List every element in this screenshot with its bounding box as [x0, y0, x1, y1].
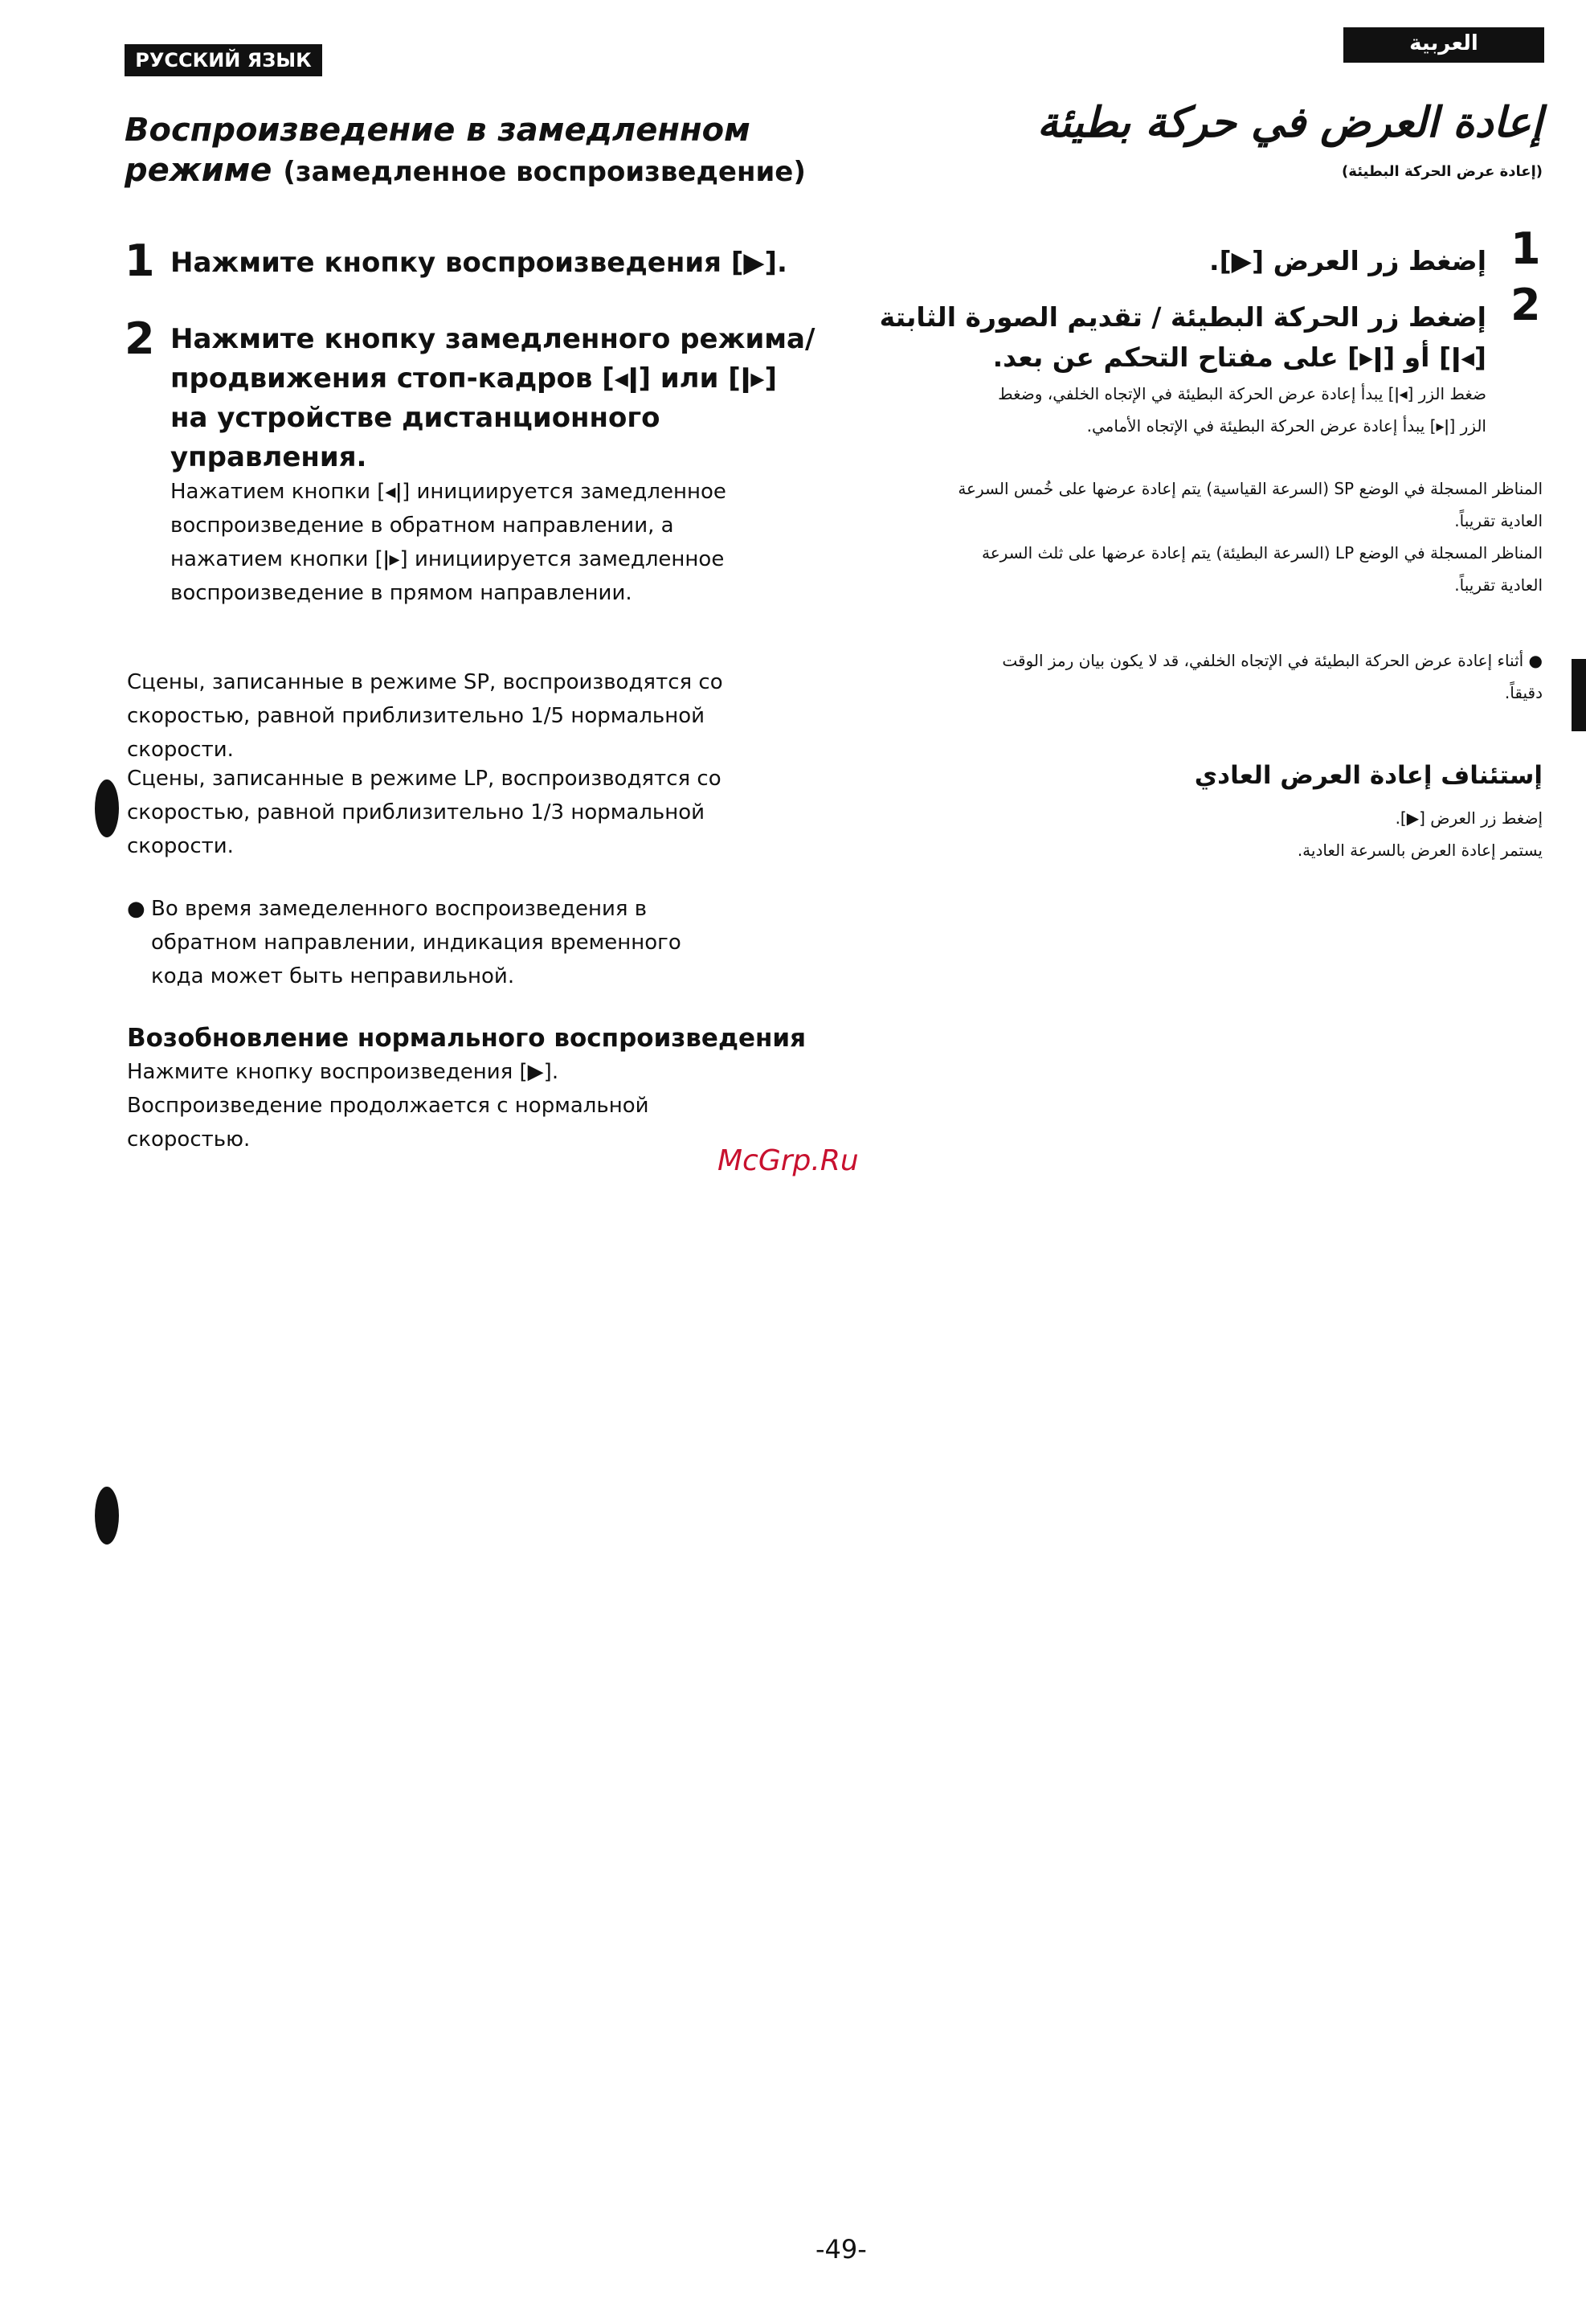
ru-step2-number: 2: [125, 313, 155, 364]
page-edge-tab: [1572, 659, 1586, 731]
ru-resume-line: Воспроизведение продолжается с нормальной: [127, 1094, 649, 1118]
ar-bullet-line: ● أثناء إعادة عرض الحركة البطيئة في الإتجاه الخلفي، قد لا يكون بيان رمز الوقت: [1002, 651, 1543, 670]
ar-note-line: الزر [ǀ▸] يبدأ إعادة عرض الحركة البطيئة في الإتجاه الأمامي.: [1086, 416, 1486, 436]
ru-resume-line: скоростью.: [127, 1127, 251, 1152]
ru-step2-text: [170, 320, 829, 477]
ru-step2-line: продвижения стоп-кадров [◂ǀ] или [ǀ▸]: [170, 362, 778, 395]
ru-note-line: воспроизведение в обратном направлении, а: [170, 513, 674, 538]
ru-sp-paragraph: [127, 665, 818, 767]
ru-note-line: воспроизведение в прямом направлении.: [170, 581, 632, 605]
ru-resume-heading: Возобновление нормального воспроизведения: [127, 1024, 807, 1053]
ar-lp-paragraph: [803, 537, 1543, 601]
ru-lp-paragraph: [127, 762, 818, 863]
ru-bullet-line: кода может быть неправильной.: [151, 964, 515, 988]
bullet-icon: ●: [127, 897, 145, 921]
russian-language-label: РУССКИЙ ЯЗЫК: [125, 44, 322, 76]
ar-step1-number: 1: [1510, 223, 1541, 274]
ar-step1-text: إضغط زر العرض [▶].: [1209, 245, 1486, 276]
ar-sp-line: المناظر المسجلة في الوضع SP (السرعة القياسية) يتم إعادة عرضها على خُمس السرعة: [958, 479, 1543, 498]
ar-step2-text: [803, 297, 1486, 378]
scan-blot: [95, 1487, 119, 1545]
ru-bullet-line: Во время замеделенного воспроизведения в: [151, 897, 648, 921]
ru-title-line2: [125, 150, 807, 192]
ru-note-line: нажатием кнопки [ǀ▸] инициируется замедленное: [170, 547, 725, 571]
ru-step2-line: управления.: [170, 441, 367, 473]
ar-sp-paragraph: [803, 473, 1543, 537]
ru-resume-line: Нажмите кнопку воспроизведения [▶].: [127, 1060, 559, 1084]
ru-bullet-text: [151, 892, 681, 993]
ru-bullet-row: [127, 892, 818, 993]
ru-sp-line: Сцены, записанные в режиме SP, воспроизводятся со: [127, 670, 723, 694]
page-number: -49-: [815, 2234, 867, 2265]
ru-step1-text: Нажмите кнопку воспроизведения [▶].: [170, 247, 787, 279]
ru-step2-note: [170, 475, 829, 610]
ar-lp-line: المناظر المسجلة في الوضع LP (السرعة البطيئة) يتم إعادة عرضها على ثلث السرعة: [982, 543, 1543, 563]
ru-lp-line: скорости.: [127, 834, 234, 858]
ar-resume-heading: إستئناف إعادة العرض العادي: [1194, 761, 1543, 790]
ru-step1-number: 1: [125, 235, 155, 286]
ar-step2-note: [803, 378, 1486, 442]
ru-lp-line: скоростью, равной приблизительно 1/3 нормальной: [127, 800, 705, 824]
ru-lp-line: Сцены, записанные в режиме LP, воспроизводятся со: [127, 767, 721, 791]
ru-step2-line: Нажмите кнопку замедленного режима/: [170, 323, 815, 355]
ar-resume-body: [803, 802, 1543, 866]
ru-resume-body: [127, 1055, 818, 1156]
ar-bullet-line: دقيقاً.: [1504, 683, 1543, 702]
arabic-language-label: العربية: [1343, 27, 1544, 63]
ru-title-mode: режиме: [125, 152, 272, 189]
ar-section-subtitle: (إعادة عرض الحركة البطيئة): [1342, 163, 1543, 180]
ru-note-line: Нажатием кнопки [◂ǀ] инициируется замедленное: [170, 480, 726, 504]
ru-bullet-line: обратном направлении, индикация временного: [151, 931, 681, 955]
ru-bullet-note: [127, 892, 818, 993]
ar-lp-line: العادية تقريباً.: [1454, 575, 1543, 595]
scan-blot: [95, 779, 119, 837]
ru-sp-line: скорости.: [127, 738, 234, 762]
watermark-text: McGrp.Ru: [717, 1144, 859, 1177]
ru-section-title: [125, 110, 807, 192]
ar-step2-number: 2: [1510, 280, 1541, 330]
ru-title-line1: Воспроизведение в замедленном: [125, 112, 750, 149]
ar-resume-line: إضغط زر العرض [▶].: [1395, 808, 1543, 828]
ar-section-title: إعادة العرض في حركة بطيئة: [1036, 99, 1543, 147]
ru-step2-line: на устройстве дистанционного: [170, 402, 660, 434]
ar-note-line: ضغط الزر [◂ǀ] يبدأ إعادة عرض الحركة البطيئة في الإتجاه الخلفي، وضغط: [998, 384, 1486, 403]
ar-resume-line: يستمر إعادة العرض بالسرعة العادية.: [1297, 841, 1543, 860]
ar-step2-line: إضغط زر الحركة البطيئة / تقديم الصورة الثابتة: [879, 301, 1486, 333]
ru-sp-line: скоростью, равной приблизительно 1/5 нормальной: [127, 704, 705, 728]
ar-bullet-note: [803, 644, 1543, 709]
ar-sp-line: العادية تقريباً.: [1454, 511, 1543, 530]
ru-title-paren: (замедленное воспроизведение): [283, 156, 806, 188]
ar-step2-line: [◂ǀ] أو [ǀ▸] على مفتاح التحكم عن بعد.: [992, 342, 1486, 373]
